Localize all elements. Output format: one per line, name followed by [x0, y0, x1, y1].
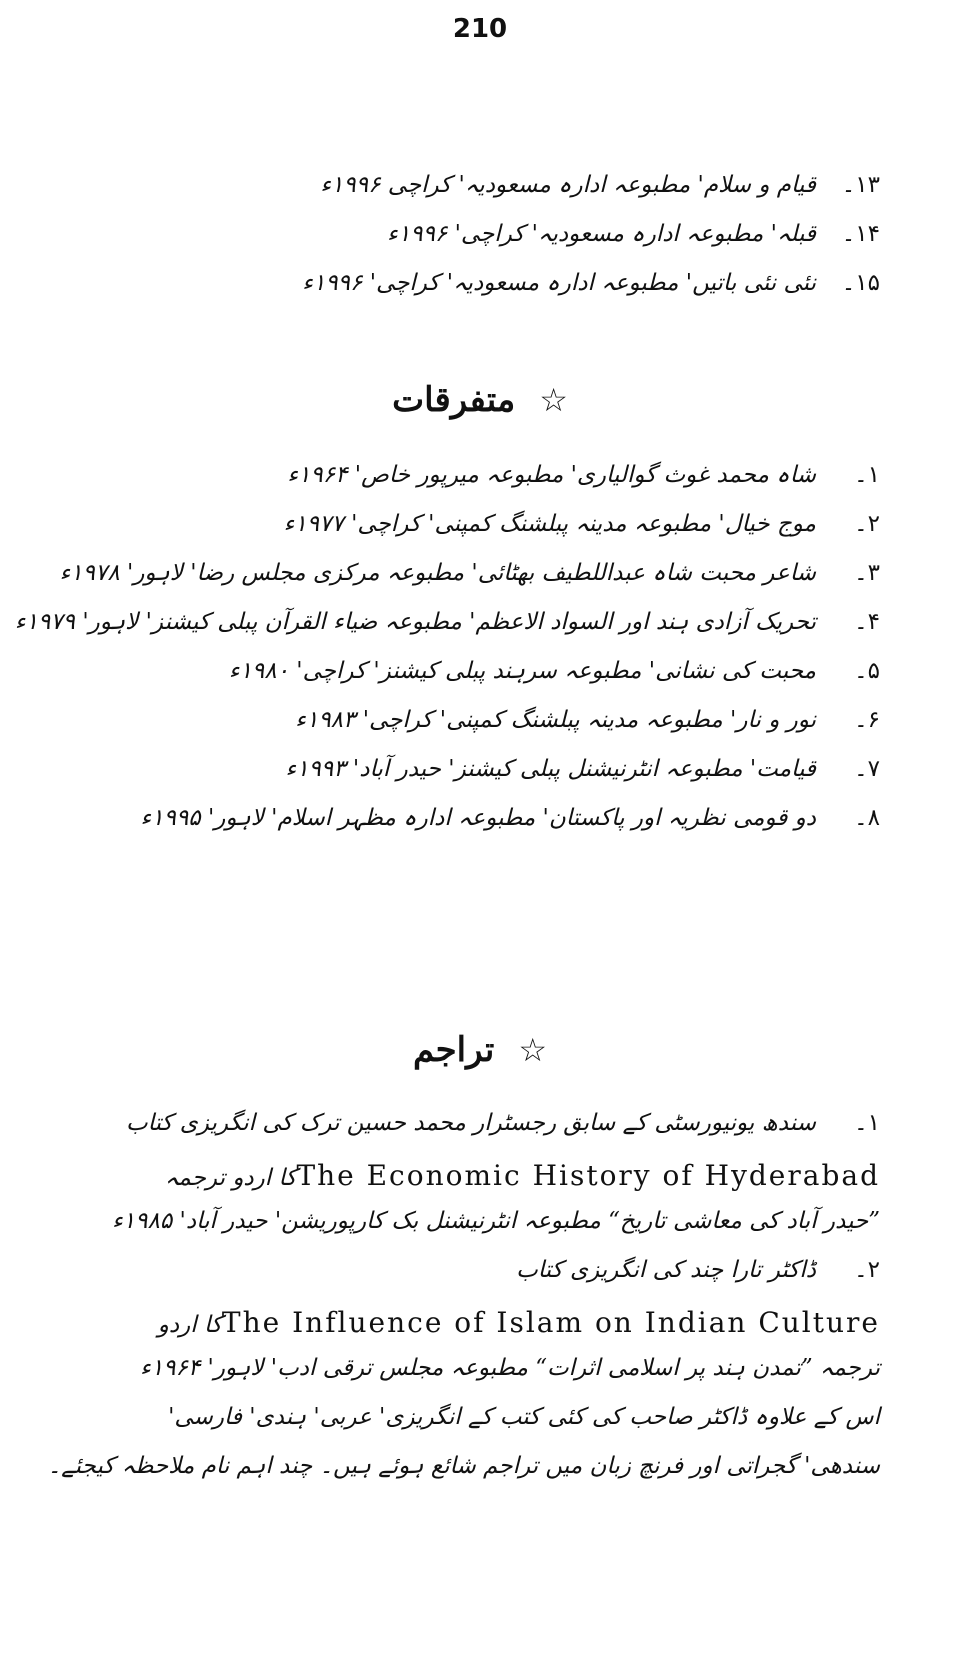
misc-section-heading: [0, 380, 960, 420]
misc-book-list: [14, 462, 880, 854]
translations-block: [47, 1110, 880, 1502]
item-text: قیامت' مطبوعہ انٹرنیشنل پبلی کیشنز' حیدر آباد' ۱۹۹۳ء: [285, 756, 816, 782]
english-book-title: The Influence of Islam on Indian Culture: [221, 1306, 880, 1339]
item-number: ۷۔: [854, 756, 880, 782]
item-number: ۱۔: [854, 462, 880, 488]
item-text: محبت کی نشانی' مطبوعہ سرہند پبلی کیشنز' کراچی' ۱۹۸۰ء: [228, 658, 816, 684]
item-text: قیام و سلام' مطبوعہ ادارہ مسعودیہ' کراچی ۱۹۹۶ء: [320, 172, 816, 198]
translations-heading-text: تراجم: [412, 1030, 495, 1070]
item-number: ۲۔: [854, 511, 880, 537]
title-suffix: کا اردو: [157, 1312, 222, 1338]
translation-entry-2: [60, 1257, 880, 1306]
misc-heading-text: متفرقات: [392, 380, 516, 420]
item-number: ۱۔: [854, 1110, 880, 1136]
list-item: [60, 511, 880, 560]
translation-entry-1: [60, 1110, 880, 1159]
list-item: [60, 560, 880, 609]
item-text: قبلہ' مطبوعہ ادارہ مسعودیہ' کراچی' ۱۹۹۶ء: [387, 221, 816, 247]
item-text: ڈاکٹر تارا چند کی انگریزی کتاب: [516, 1257, 816, 1283]
page-number: 210: [452, 14, 508, 44]
item-text: نور و نار' مطبوعہ مدینہ پبلشنگ کمپنی' کراچی' ۱۹۸۳ء: [295, 707, 816, 733]
list-item: [14, 609, 880, 658]
list-item: [60, 756, 880, 805]
english-title-line: [60, 1306, 880, 1355]
item-number: ۱۴۔: [841, 221, 880, 247]
star-icon: ☆: [539, 381, 568, 419]
top-book-list: [60, 172, 880, 319]
title-suffix: کا اردو ترجمہ: [164, 1165, 297, 1191]
paragraph-line: اس کے علاوہ ڈاکٹر صاحب کی کئی کتب کے انگریزی' عربی' ہندی' فارسی': [168, 1404, 880, 1430]
paragraph-line: ترجمہ ”تمدن ہند پر اسلامی اثرات“ مطبوعہ مجلس ترقی ادب' لاہور' ۱۹۶۴ء: [140, 1355, 880, 1381]
star-icon: ☆: [518, 1031, 547, 1069]
item-number: ۵۔: [854, 658, 880, 684]
english-book-title: The Economic History of Hyderabad: [296, 1159, 880, 1192]
english-title-line: [60, 1159, 880, 1208]
list-item: [60, 805, 880, 854]
item-text: تحریک آزادی ہند اور السواد الاعظم' مطبوعہ ضیاء القرآن پبلی کیشنز' لاہور' ۱۹۷۹ء: [14, 609, 816, 635]
paragraph-line: ”حیدر آباد کی معاشی تاریخ“ مطبوعہ انٹرنیشنل بک کارپوریشن' حیدر آباد' ۱۹۸۵ء: [111, 1208, 880, 1234]
paragraph-line: سندھی' گجراتی اور فرنچ زبان میں تراجم شائع ہوئے ہیں۔ چند اہم نام ملاحظہ کیجئے۔: [47, 1453, 880, 1479]
item-text: شاہ محمد غوث گوالیاری' مطبوعہ میرپور خاص' ۱۹۶۴ء: [287, 462, 816, 488]
item-text: موج خیال' مطبوعہ مدینہ پبلشنگ کمپنی' کراچی' ۱۹۷۷ء: [283, 511, 816, 537]
list-item: [60, 462, 880, 511]
item-text: سندھ یونیورسٹی کے سابق رجسٹرار محمد حسین ترک کی انگریزی کتاب: [125, 1110, 816, 1136]
item-number: ۱۵۔: [841, 270, 880, 296]
item-text: دو قومی نظریہ اور پاکستان' مطبوعہ ادارہ مظہر اسلام' لاہور' ۱۹۹۵ء: [140, 805, 816, 831]
translations-section-heading: [0, 1030, 960, 1070]
item-number: ۸۔: [854, 805, 880, 831]
list-item: [60, 658, 880, 707]
item-number: ۲۔: [854, 1257, 880, 1283]
list-item: [60, 270, 880, 319]
list-item: [60, 221, 880, 270]
item-number: ۳۔: [854, 560, 880, 586]
item-number: ۱۳۔: [841, 172, 880, 198]
item-number: ۴۔: [854, 609, 880, 635]
list-item: [60, 172, 880, 221]
item-text: نئی نئی باتیں' مطبوعہ ادارہ مسعودیہ' کراچی' ۱۹۹۶ء: [302, 270, 816, 296]
item-number: ۶۔: [854, 707, 880, 733]
list-item: [60, 707, 880, 756]
item-text: شاعر محبت شاہ عبداللطیف بھٹائی' مطبوعہ مرکزی مجلس رضا' لاہور' ۱۹۷۸ء: [59, 560, 816, 586]
